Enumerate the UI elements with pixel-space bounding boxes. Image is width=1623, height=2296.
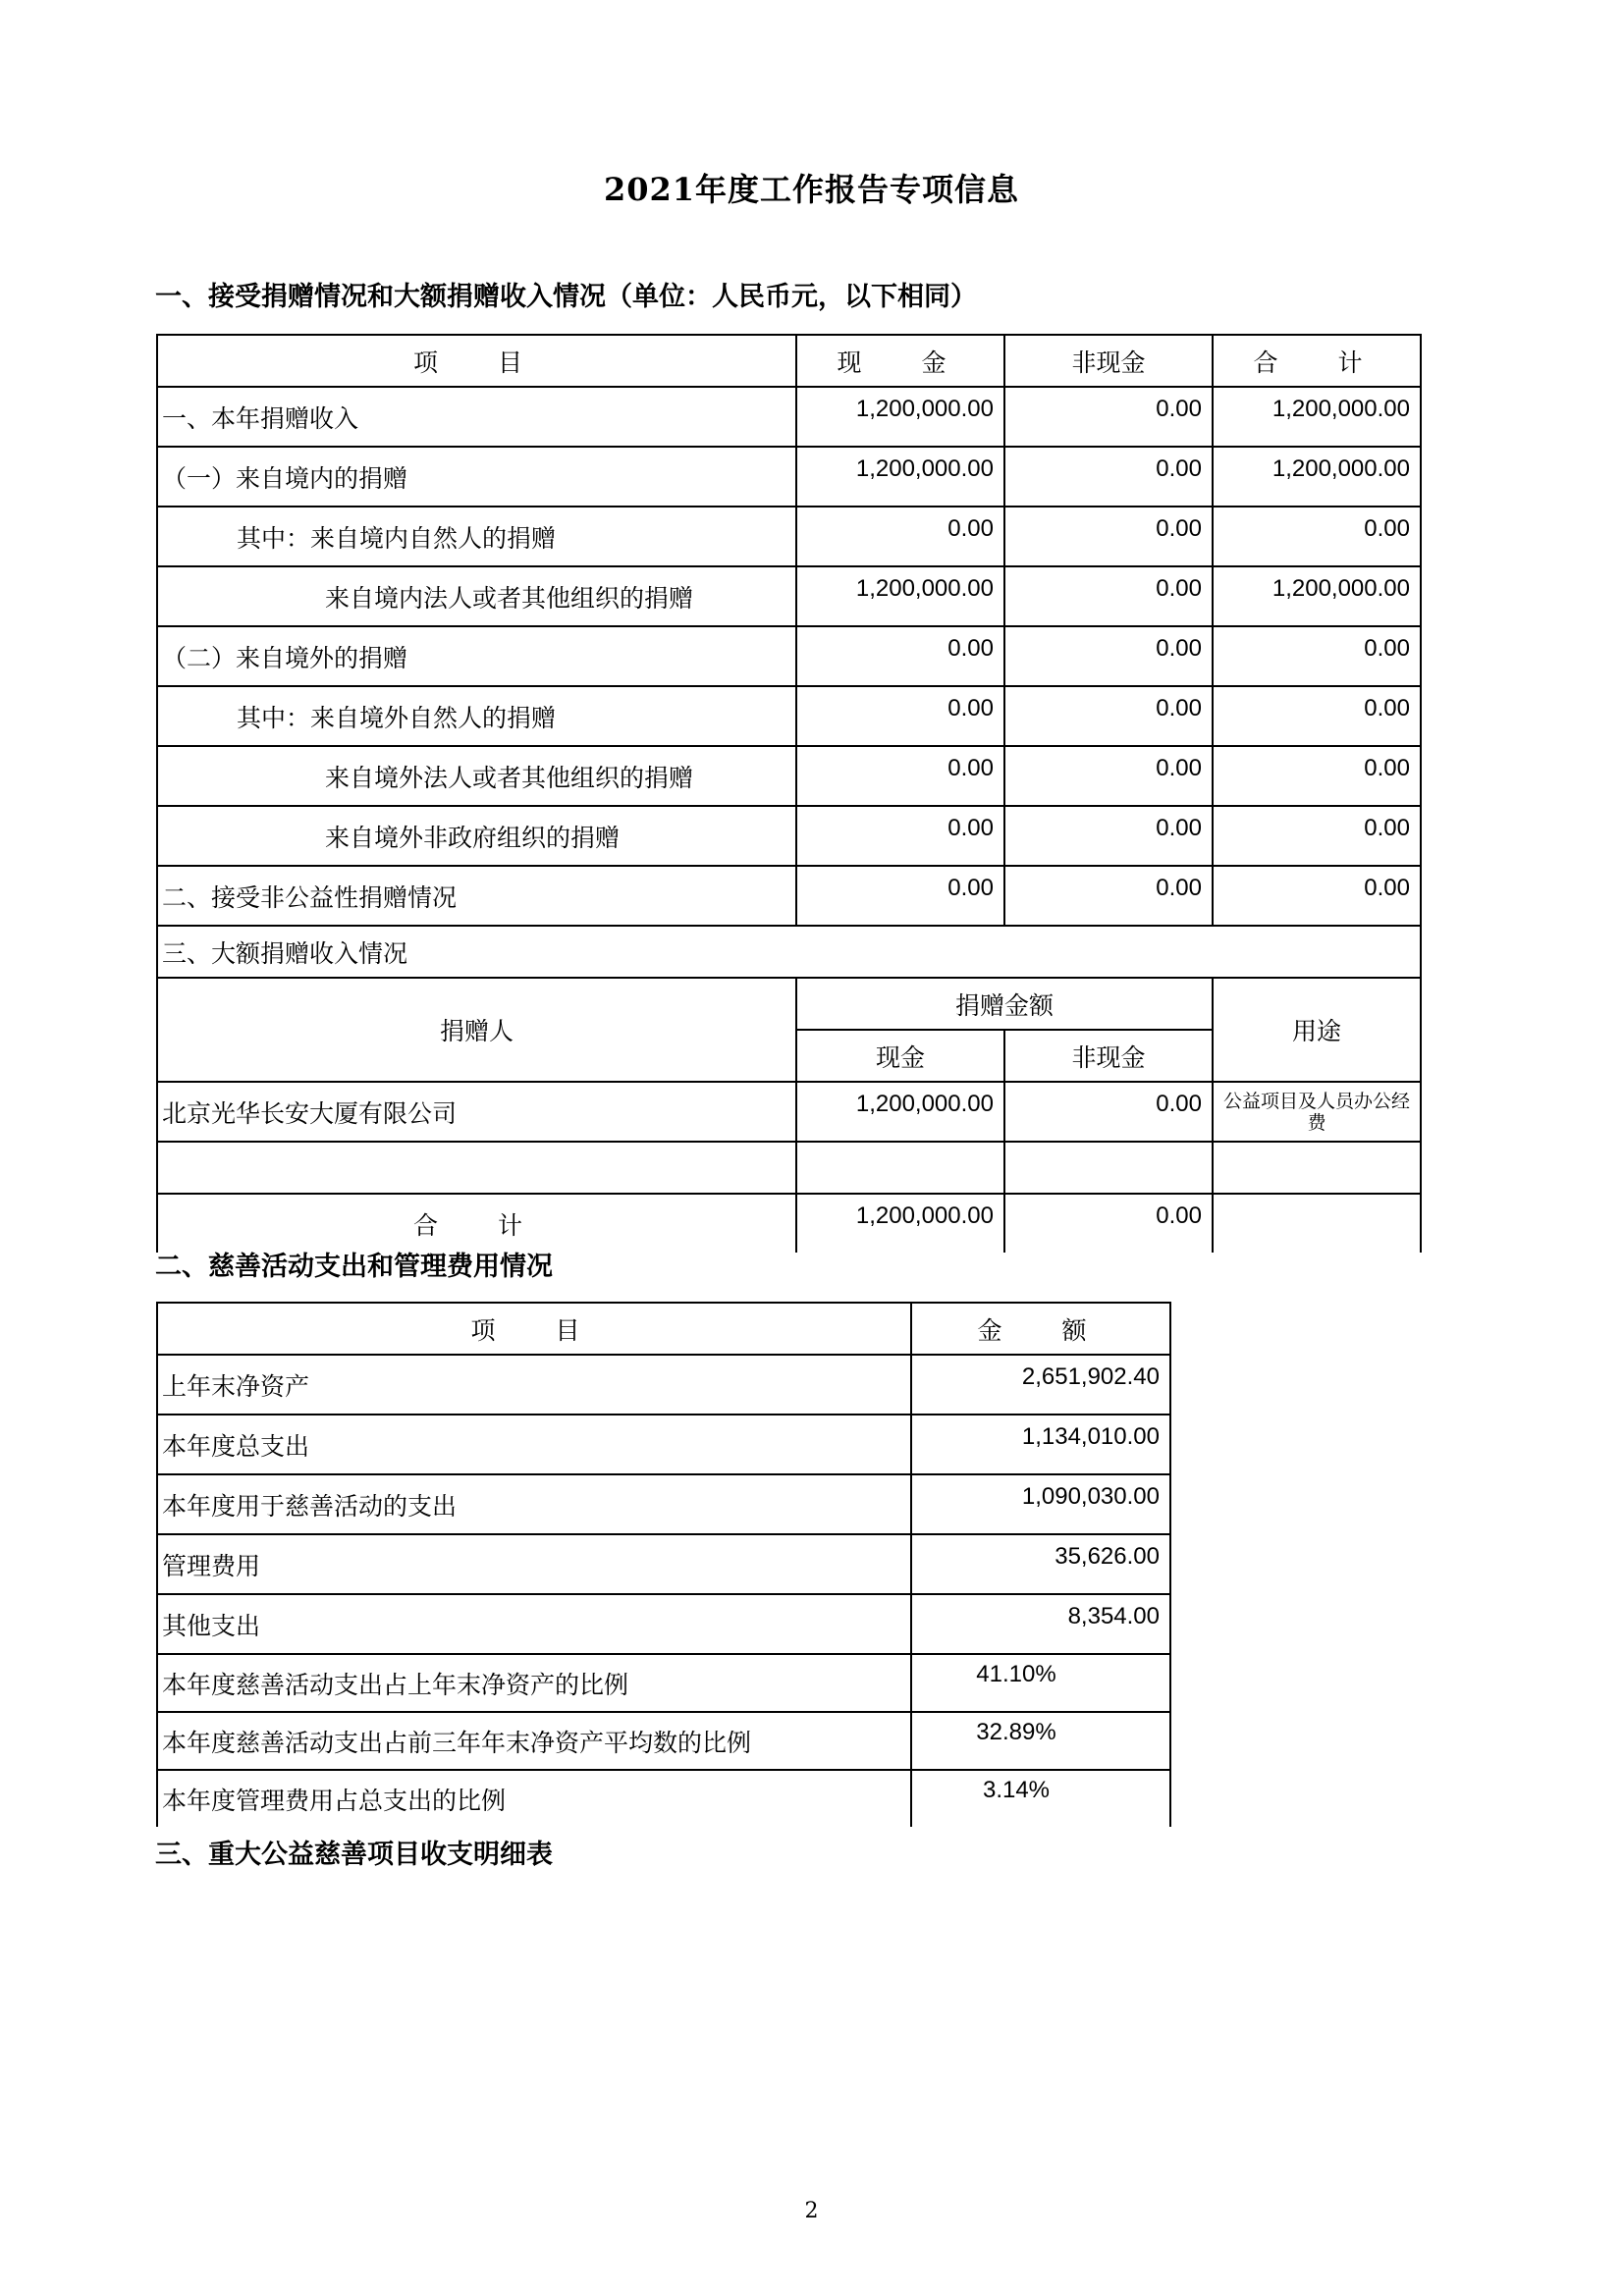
total-cell: 1,200,000.00 [1213,447,1421,507]
noncash-cell: 0.00 [1004,1082,1213,1142]
row-label: （二）来自境外的捐赠 [157,626,796,686]
large-donation-title: 三、大额捐赠收入情况 [157,926,1421,978]
donation-table [156,334,1422,1253]
table-row [157,447,1421,507]
cash-cell: 0.00 [796,507,1004,566]
ratio-cell: 32.89% [911,1712,1170,1770]
page-title: 2021年度工作报告专项信息 [603,171,1020,208]
noncash-header: 非现金 [1004,1030,1213,1082]
table-row [157,746,1421,806]
total-cell: 0.00 [1213,686,1421,746]
amount-cell: 35,626.00 [911,1534,1170,1594]
table-row [157,926,1421,978]
row-label: 本年度总支出 [157,1415,911,1474]
noncash-cell: 0.00 [1004,507,1213,566]
total-cell: 0.00 [1213,866,1421,926]
amount-cell: 2,651,902.40 [911,1355,1170,1415]
purpose-header: 用途 [1213,978,1421,1082]
table-total-row [157,1194,1421,1253]
section-heading-donations: 一、接受捐赠情况和大额捐赠收入情况（单位：人民币元，以下相同） [155,282,977,312]
total-cell: 1,200,000.00 [1213,566,1421,626]
column-header: 合 计 [1213,335,1421,387]
row-label: 本年度慈善活动支出占前三年年末净资产平均数的比例 [157,1712,911,1770]
total-cell: 1,200,000.00 [1213,387,1421,447]
row-label: 管理费用 [157,1534,911,1594]
ratio-cell: 3.14% [911,1770,1170,1827]
total-noncash: 0.00 [1004,1194,1213,1253]
cash-cell: 0.00 [796,686,1004,746]
cash-cell: 0.00 [796,746,1004,806]
amount-cell: 1,090,030.00 [911,1474,1170,1534]
donor-header: 捐赠人 [157,978,796,1082]
section-heading-expenses: 二、慈善活动支出和管理费用情况 [155,1252,553,1282]
row-label: 本年度用于慈善活动的支出 [157,1474,911,1534]
table-row [157,1355,1170,1415]
cash-header: 现金 [796,1030,1004,1082]
amount-cell: 1,134,010.00 [911,1415,1170,1474]
table-row [157,1142,1421,1194]
row-label: 上年末净资产 [157,1355,911,1415]
total-cell: 0.00 [1213,806,1421,866]
total-cell: 0.00 [1213,746,1421,806]
expense-table [156,1302,1171,1827]
cash-cell: 1,200,000.00 [796,387,1004,447]
total-cell: 0.00 [1213,626,1421,686]
table-row [157,507,1421,566]
cash-cell: 0.00 [796,626,1004,686]
table-row [157,1594,1170,1654]
empty-cell [157,1142,796,1194]
amount-cell: 8,354.00 [911,1594,1170,1654]
noncash-cell: 0.00 [1004,686,1213,746]
table-row [157,1770,1170,1827]
row-label: 来自境内法人或者其他组织的捐赠 [157,566,796,626]
noncash-cell: 0.00 [1004,566,1213,626]
section-heading-projects: 三、重大公益慈善项目收支明细表 [155,1840,553,1870]
total-label: 合 计 [157,1194,796,1253]
table-row [157,1654,1170,1712]
total-cell: 0.00 [1213,507,1421,566]
table-row [157,1712,1170,1770]
row-label: 其中：来自境内自然人的捐赠 [157,507,796,566]
cash-cell: 1,200,000.00 [796,447,1004,507]
column-header: 金 额 [911,1303,1170,1355]
table-header-row [157,335,1421,387]
row-label: 来自境外非政府组织的捐赠 [157,806,796,866]
cash-cell: 1,200,000.00 [796,1082,1004,1142]
cash-cell: 0.00 [796,806,1004,866]
page-number: 2 [804,2199,819,2223]
column-header: 现 金 [796,335,1004,387]
row-label: 本年度管理费用占总支出的比例 [157,1770,911,1827]
table-row [157,686,1421,746]
noncash-cell: 0.00 [1004,746,1213,806]
table-header-row [157,1303,1170,1355]
table-row [157,387,1421,447]
table-row [157,1415,1170,1474]
cash-cell: 0.00 [796,866,1004,926]
column-header: 项 目 [157,1303,911,1355]
purpose-cell: 公益项目及人员办公经费 [1213,1082,1421,1142]
noncash-cell: 0.00 [1004,387,1213,447]
table-row [157,866,1421,926]
column-header: 非现金 [1004,335,1213,387]
empty-cell [1004,1142,1213,1194]
noncash-cell: 0.00 [1004,447,1213,507]
table-header-row [157,978,1421,1030]
noncash-cell: 0.00 [1004,806,1213,866]
amount-header: 捐赠金额 [796,978,1213,1030]
row-label: 来自境外法人或者其他组织的捐赠 [157,746,796,806]
column-header: 项 目 [157,335,796,387]
table-row [157,566,1421,626]
table-row [157,1474,1170,1534]
empty-cell [1213,1142,1421,1194]
table-row [157,626,1421,686]
noncash-cell: 0.00 [1004,626,1213,686]
row-label: 其中：来自境外自然人的捐赠 [157,686,796,746]
noncash-cell: 0.00 [1004,866,1213,926]
donor-name: 北京光华长安大厦有限公司 [157,1082,796,1142]
row-label: 本年度慈善活动支出占上年末净资产的比例 [157,1654,911,1712]
row-label: 其他支出 [157,1594,911,1654]
row-label: 二、接受非公益性捐赠情况 [157,866,796,926]
row-label: 一、本年捐赠收入 [157,387,796,447]
table-row [157,1534,1170,1594]
cash-cell: 1,200,000.00 [796,566,1004,626]
table-row [157,1082,1421,1142]
row-label: （一）来自境内的捐赠 [157,447,796,507]
empty-cell [796,1142,1004,1194]
empty-cell [1213,1194,1421,1253]
ratio-cell: 41.10% [911,1654,1170,1712]
total-cash: 1,200,000.00 [796,1194,1004,1253]
table-row [157,806,1421,866]
